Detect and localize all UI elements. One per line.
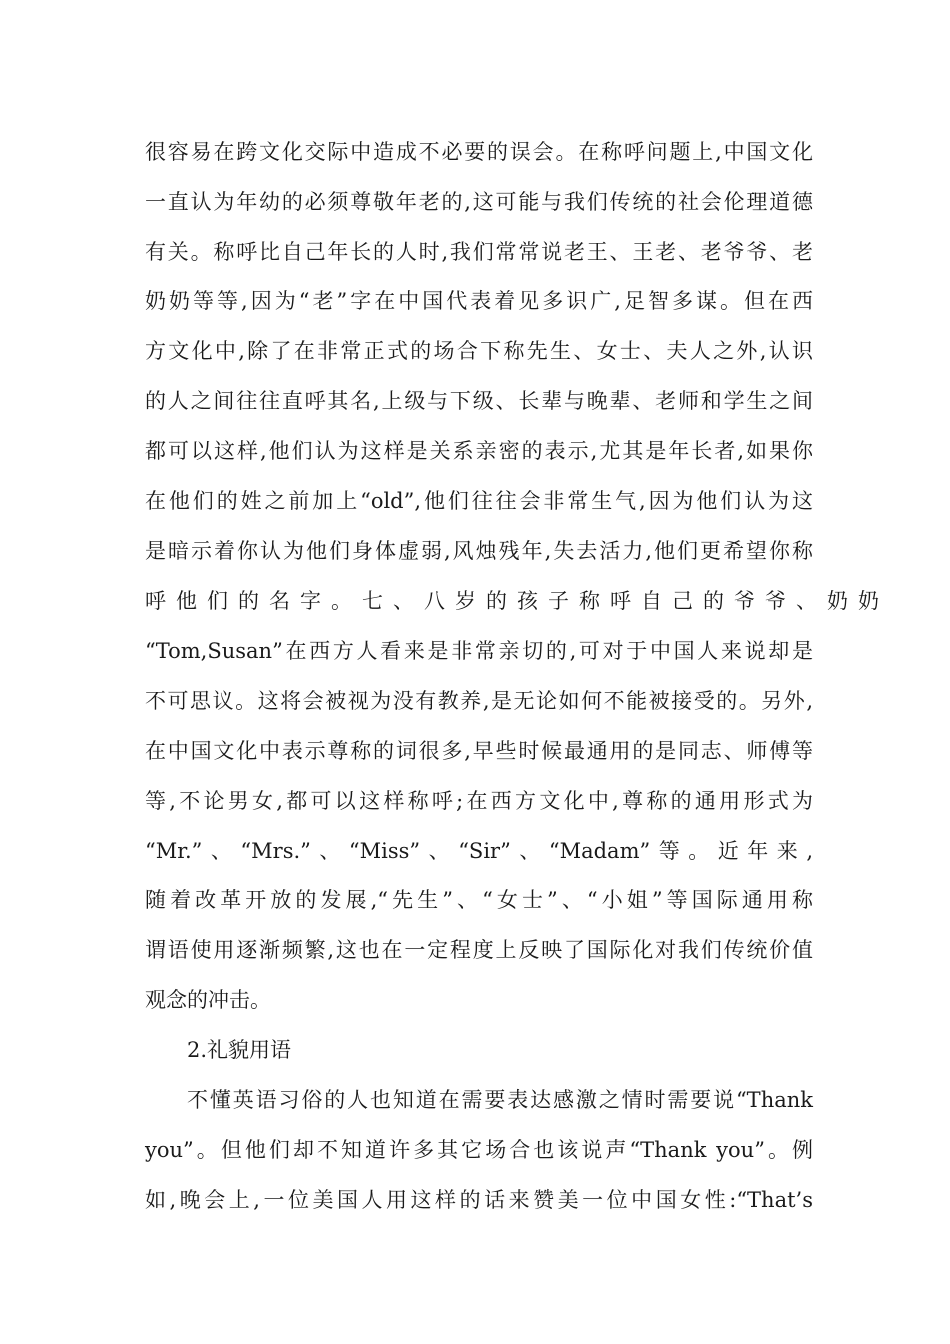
- paragraph-line: 都可以这样,他们认为这样是关系亲密的表示,尤其是年长者,如果你: [145, 439, 813, 463]
- paragraph-line: 的人之间往往直呼其名,上级与下级、长辈与晚辈、老师和学生之间: [145, 389, 813, 413]
- paragraph-line: 如,晚会上,一位美国人用这样的话来赞美一位中国女性:“That’s: [145, 1188, 813, 1212]
- paragraph-line: 在中国文化中表示尊称的词很多,早些时候最通用的是同志、师傅等: [145, 739, 813, 763]
- paragraph-line: 不懂英语习俗的人也知道在需要表达感激之情时需要说“Thank: [187, 1088, 813, 1112]
- paragraph-line: 谓语使用逐渐频繁,这也在一定程度上反映了国际化对我们传统价值: [145, 938, 813, 962]
- paragraph-line: 很容易在跨文化交际中造成不必要的误会。在称呼问题上,中国文化: [145, 140, 813, 164]
- paragraph-line: “Mr.”、“Mrs.”、“Miss”、“Sir”、“Madam”等。近年来,: [145, 839, 813, 863]
- paragraph-line: 呼他们的名字。七、八岁的孩子称呼自己的爷爷、奶奶: [145, 589, 889, 613]
- section-heading: 2.礼貌用语: [187, 1038, 292, 1062]
- paragraph-line: “Tom,Susan”在西方人看来是非常亲切的,可对于中国人来说却是: [145, 639, 813, 663]
- paragraph-line: 奶奶等等,因为“老”字在中国代表着见多识广,足智多谋。但在西: [145, 289, 813, 313]
- paragraph-line: 有关。称呼比自己年长的人时,我们常常说老王、王老、老爷爷、老: [145, 240, 813, 264]
- paragraph-line: 观念的冲击。: [145, 988, 271, 1012]
- paragraph-line: 一直认为年幼的必须尊敬年老的,这可能与我们传统的社会伦理道德: [145, 190, 813, 214]
- paragraph-line: 方文化中,除了在非常正式的场合下称先生、女士、夫人之外,认识: [145, 339, 813, 363]
- paragraph-line: 是暗示着你认为他们身体虚弱,风烛残年,失去活力,他们更希望你称: [145, 539, 813, 563]
- paragraph-line: 在他们的姓之前加上“old”,他们往往会非常生气,因为他们认为这: [145, 489, 813, 513]
- paragraph-line: 等,不论男女,都可以这样称呼;在西方文化中,尊称的通用形式为: [145, 789, 813, 813]
- paragraph-line: 随着改革开放的发展,“先生”、“女士”、“小姐”等国际通用称: [145, 888, 813, 912]
- paragraph-line: 不可思议。这将会被视为没有教养,是无论如何不能被接受的。另外,: [145, 689, 813, 713]
- paragraph-line: you”。但他们却不知道许多其它场合也该说声“Thank you”。例: [145, 1138, 813, 1162]
